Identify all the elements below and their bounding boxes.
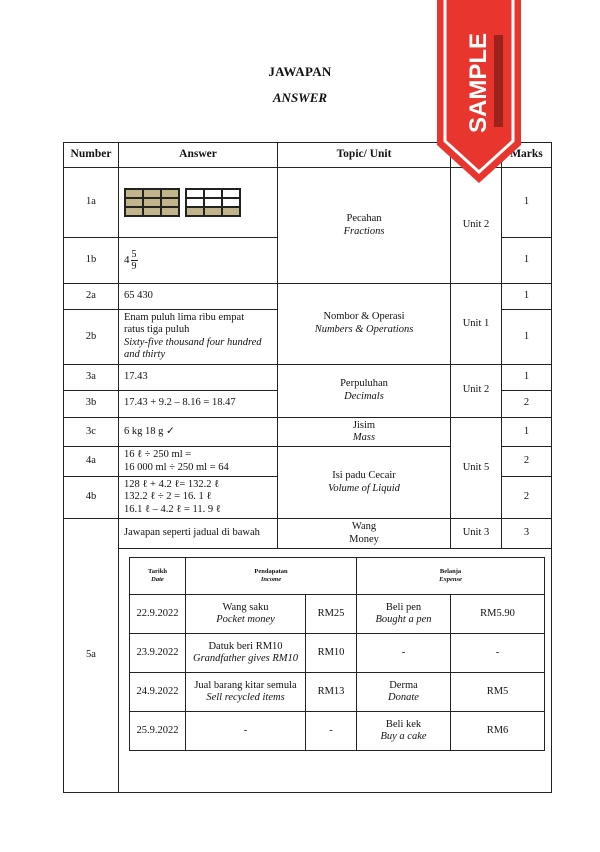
header-income-en: Income <box>260 575 282 583</box>
fraction <box>131 249 138 272</box>
marks-cell: 1 <box>502 417 552 447</box>
income-desc-en: Sell recycled items <box>206 691 285 703</box>
topic-name: Isi padu Cecair <box>332 470 396 482</box>
income-amount: RM13 <box>306 672 357 711</box>
answer-cell <box>119 447 278 477</box>
expense-desc <box>357 633 451 672</box>
topic-name-en: Fractions <box>343 225 385 237</box>
header-expense <box>357 557 545 594</box>
income-desc <box>186 594 306 633</box>
income-amount: - <box>306 711 357 750</box>
income-desc-ms: - <box>243 724 248 736</box>
header-date <box>130 557 186 594</box>
page-subtitle: ANSWER <box>272 90 328 105</box>
expense-desc-ms: Derma <box>389 679 418 691</box>
question-number: 2b <box>64 310 119 365</box>
fraction-grid-partial <box>185 188 241 217</box>
marks-cell: 1 <box>502 168 552 238</box>
sample-ribbon <box>437 0 521 183</box>
answer-cell <box>119 310 278 365</box>
expense-desc-en: Donate <box>388 691 419 703</box>
table-row <box>64 519 552 549</box>
income-desc-ms: Wang saku <box>222 601 269 613</box>
income-amount: RM10 <box>306 633 357 672</box>
fraction-denominator: 9 <box>131 261 137 272</box>
expense-amount: RM6 <box>451 711 545 750</box>
income-amount: RM25 <box>306 594 357 633</box>
answer-cell: Jawapan seperti jadual di bawah <box>119 519 278 549</box>
money-row <box>130 633 545 672</box>
income-desc-ms: Datuk beri RM10 <box>208 640 283 652</box>
header-marks: Marks <box>502 143 552 168</box>
income-desc <box>186 672 306 711</box>
expense-desc <box>357 594 451 633</box>
answer-cell: 17.43 + 9.2 – 8.16 = 18.47 <box>119 390 278 417</box>
money-date: 24.9.2022 <box>130 672 186 711</box>
expense-desc <box>357 711 451 750</box>
expense-amount: RM5 <box>451 672 545 711</box>
fraction-grids <box>124 185 272 220</box>
answer-line: Enam puluh lima ribu empat <box>124 312 245 323</box>
answer-line: 16 ℓ ÷ 250 ml = <box>124 449 192 461</box>
answer-cell: 6 kg 18 g ✓ <box>119 417 278 447</box>
header-number: Number <box>64 143 119 168</box>
expense-amount: RM5.90 <box>451 594 545 633</box>
table-row <box>64 417 552 447</box>
ribbon-url-strip <box>494 35 503 127</box>
ribbon-text: SAMPLE <box>465 32 492 133</box>
question-number: 1a <box>64 168 119 238</box>
topic-name-en: Volume of Liquid <box>328 482 400 494</box>
fraction-grid-full <box>124 188 180 217</box>
money-row <box>130 672 545 711</box>
income-desc <box>186 711 306 750</box>
money-row <box>130 711 545 750</box>
unit-cell: Unit 1 <box>451 284 502 365</box>
answer-line: 16.1 ℓ – 4.2 ℓ = 11. 9 ℓ <box>124 503 221 515</box>
header-topic: Topic/ Unit <box>278 143 451 168</box>
marks-cell: 3 <box>502 519 552 549</box>
money-date: 22.9.2022 <box>130 594 186 633</box>
topic-name: Pecahan <box>346 213 382 225</box>
expense-desc-ms: Beli pen <box>385 601 422 613</box>
topic-name: Perpuluhan <box>340 378 388 390</box>
expense-desc-ms: Beli kek <box>385 718 422 730</box>
topic-cell <box>278 447 451 519</box>
header-income <box>186 557 357 594</box>
header-expense-en: Expense <box>439 575 462 583</box>
money-date: 23.9.2022 <box>130 633 186 672</box>
answer-line: 132.2 ℓ ÷ 2 = 16. 1 ℓ <box>124 491 212 503</box>
topic-name: Nombor & Operasi <box>323 311 405 323</box>
table-row <box>64 548 552 792</box>
income-desc-ms: Jual barang kitar semula <box>194 679 297 691</box>
topic-cell <box>278 364 451 417</box>
answer-line-en: and thirty <box>124 349 166 361</box>
answer-cell: 65 430 <box>119 284 278 310</box>
topic-name-en: Decimals <box>344 390 384 402</box>
question-number: 3a <box>64 364 119 390</box>
question-number: 1b <box>64 238 119 284</box>
fraction-numerator: 5 <box>131 249 137 260</box>
topic-name-en: Numbers & Operations <box>314 323 414 335</box>
answer-line-en: Sixty-five thousand four hundred <box>124 336 262 348</box>
question-number: 3b <box>64 390 119 417</box>
topic-name-en: Money <box>349 533 379 545</box>
topic-name: Jisim <box>352 419 376 431</box>
marks-cell: 2 <box>502 477 552 519</box>
topic-cell <box>278 284 451 365</box>
answer-cell: 17.43 <box>119 364 278 390</box>
income-desc <box>186 633 306 672</box>
answer-line: ratus tiga puluh <box>124 324 190 336</box>
expense-desc <box>357 672 451 711</box>
money-row <box>130 594 545 633</box>
unit-cell: Unit 2 <box>451 168 502 284</box>
expense-desc-ms: - <box>401 646 406 658</box>
header-date-ms: Tarikh <box>148 568 167 576</box>
answer-table <box>63 142 552 793</box>
answer-cell <box>119 477 278 519</box>
answer-cell <box>119 168 278 238</box>
topic-cell <box>278 519 451 549</box>
money-table-header <box>130 557 545 594</box>
table-row <box>64 364 552 390</box>
question-number: 5a <box>64 519 119 793</box>
expense-amount: - <box>451 633 545 672</box>
money-table <box>129 557 545 751</box>
question-number: 3c <box>64 417 119 447</box>
income-desc-en: Grandfather gives RM10 <box>193 652 298 664</box>
expense-desc-en: Bought a pen <box>375 613 432 625</box>
unit-cell: Unit 3 <box>451 519 502 549</box>
topic-name-en: Mass <box>352 431 376 443</box>
question-number: 4b <box>64 477 119 519</box>
page-title: JAWAPAN <box>268 64 332 79</box>
marks-cell: 1 <box>502 238 552 284</box>
topic-name: Wang <box>351 521 377 533</box>
money-table-cell <box>119 548 552 792</box>
marks-cell: 2 <box>502 447 552 477</box>
unit-cell: Unit 5 <box>451 417 502 519</box>
answer-cell <box>119 238 278 284</box>
answer-line: 16 000 ml ÷ 250 ml = 64 <box>124 461 229 473</box>
marks-cell: 1 <box>502 284 552 310</box>
topic-cell <box>278 168 451 284</box>
marks-cell: 1 <box>502 364 552 390</box>
header-expense-ms: Belanja <box>439 568 462 576</box>
question-number: 2a <box>64 284 119 310</box>
answer-line: 128 ℓ + 4.2 ℓ= 132.2 ℓ <box>124 479 220 490</box>
table-row <box>64 284 552 310</box>
mixed-number-whole: 4 <box>124 254 130 267</box>
unit-cell: Unit 2 <box>451 364 502 417</box>
question-number: 4a <box>64 447 119 477</box>
header-date-en: Date <box>151 575 164 583</box>
income-desc-en: Pocket money <box>216 613 275 625</box>
marks-cell: 2 <box>502 390 552 417</box>
header-answer: Answer <box>119 143 278 168</box>
header-income-ms: Pendapatan <box>254 568 288 576</box>
marks-cell: 1 <box>502 310 552 365</box>
topic-cell <box>278 417 451 447</box>
expense-desc-en: Buy a cake <box>380 730 427 742</box>
money-date: 25.9.2022 <box>130 711 186 750</box>
